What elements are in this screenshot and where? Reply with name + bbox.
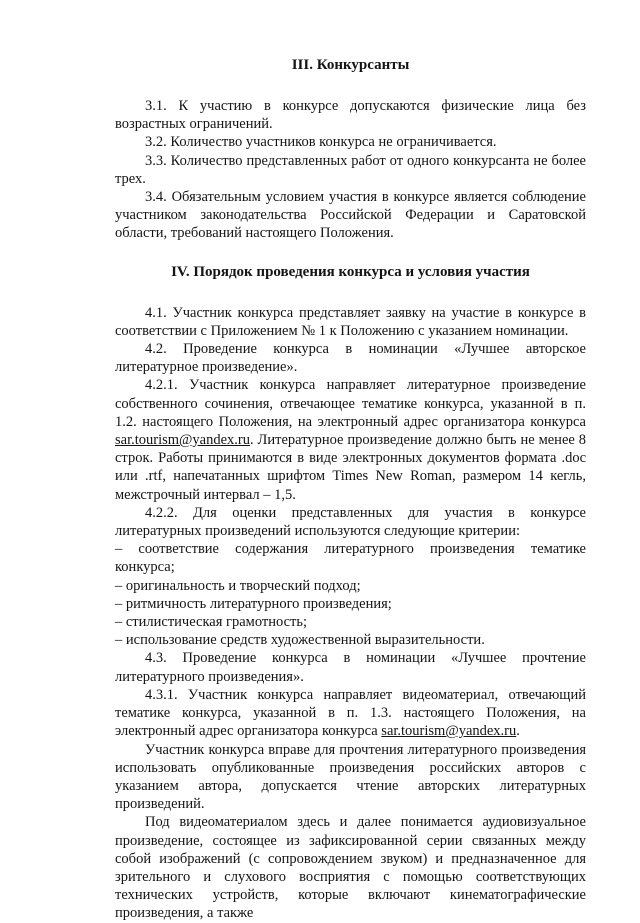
paragraph-4-3: 4.3. Проведение конкурса в номинации «Лучшее прочтение литературного произведения».: [115, 650, 586, 685]
paragraph-3-4: 3.4. Обязательным условием участия в конкурсе является соблюдение участником законодательства Российской Федерации и Саратовской области, требований настоящего Положения.: [115, 189, 586, 242]
criteria-item: – использование средств художественной выразительности.: [115, 632, 485, 649]
paragraph-reading-rules: Участник конкурса вправе для прочтения литературного произведения использовать опубликованные произведения российских авторов с указанием автора, допускается чтение авторских литературных произведений.: [115, 741, 586, 813]
paragraph-3-2: 3.2. Количество участников конкурса не ограничивается.: [145, 134, 497, 151]
paragraph-4-1: 4.1. Участник конкурса представляет заявку на участие в конкурсе в соответствии с Приложением № 1 к Положению с указанием номинации.: [115, 304, 586, 339]
paragraph-4-2-1-text-b: . Литературное произведение должно быть не менее 8 строк. Работы принимаются в виде электронных документов формата .doc или .rtf, напечатанных шрифтом Times New Roman, размером 14 кегль, межстрочный интервал – 1,5.: [115, 432, 586, 503]
paragraph-4-2-1: [115, 376, 586, 503]
paragraph-4-3-1-text-a: 4.3.1. Участник конкурса направляет видеоматериал, отвечающий тематике конкурса, указанной в п. 1.3. настоящего Положения, на электронный адрес организатора конкурса: [115, 686, 586, 740]
section-4-title: IV. Порядок проведения конкурса и условия участия: [171, 263, 530, 280]
paragraph-4-3-1-text-b: .: [516, 723, 520, 740]
criteria-item: – ритмичность литературного произведения;: [115, 595, 392, 612]
criteria-item: – стилистическая грамотность;: [115, 614, 308, 631]
paragraph-video-definition: Под видеоматериалом здесь и далее понимается аудиовизуальное произведение, состоящее из зафиксированной серии связанных между собой изображений (с сопровождением звуком) и предназначенное для зрительного и слухового восприятия с помощью соответствующих технических устройств, которые включают кинематографические произведения, а также: [115, 814, 586, 922]
paragraph-4-2-1-text-a: 4.2.1. Участник конкурса направляет литературное произведение собственного сочинения, отвечающее тематике конкурса, указанной в п. 1.2. настоящего Положения, на электронный адрес организатора конкурса: [115, 377, 586, 430]
criteria-item: – оригинальность и творческий подход;: [115, 577, 361, 594]
paragraph-3-1: 3.1. К участию в конкурсе допускаются физические лица без возрастных ограничений.: [115, 98, 586, 133]
section-3-title: III. Конкурсанты: [291, 57, 410, 73]
paragraph-4-2: 4.2. Проведение конкурса в номинации «Лучшее авторское литературное произведение».: [115, 341, 586, 376]
paragraph-4-2-2: 4.2.2. Для оценки представленных для участия в конкурсе литературных произведений используются следующие критерии:: [115, 504, 586, 540]
paragraph-3-3: 3.3. Количество представленных работ от одного конкурсанта не более трех.: [115, 152, 586, 187]
organizer-email-link-2[interactable]: sar.tourism@yandex.ru: [381, 723, 517, 740]
paragraph-4-3-1: [115, 686, 586, 741]
criteria-item: – соответствие содержания литературного произведения тематике конкурса;: [115, 541, 586, 576]
organizer-email-link[interactable]: sar.tourism@yandex.ru: [115, 432, 250, 449]
